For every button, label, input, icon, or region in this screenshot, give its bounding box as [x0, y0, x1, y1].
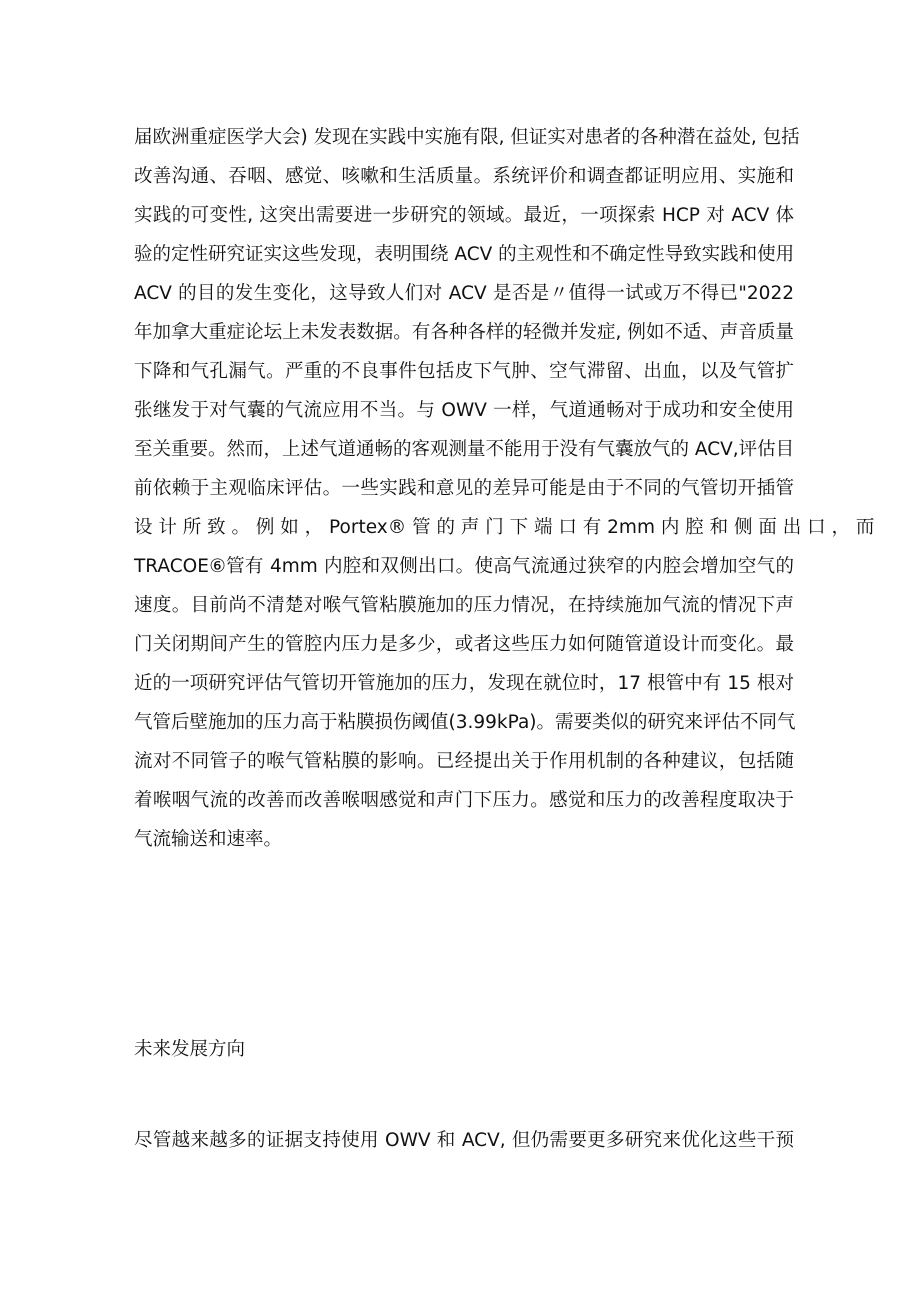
text-line: 至关重要。然而，上述气道通畅的客观测量不能用于没有气囊放气的 ACV,评估目 — [134, 439, 795, 460]
text-line: 近的一项研究评估气管切开管施加的压力，发现在就位时，17 根管中有 15 根对 — [134, 673, 794, 694]
body-paragraph — [134, 118, 875, 859]
text-line: 年加拿大重症论坛上未发表数据。有各种各样的轻微并发症, 例如不适、声音质量 — [134, 322, 794, 343]
text-line: 气流输送和速率。 — [134, 829, 283, 850]
text-line: 实践的可变性, 这突出需要进一步研究的领域。最近，一项探索 HCP 对 ACV 体 — [134, 205, 794, 226]
text-line: 届欧洲重症医学大会) 发现在实践中实施有限, 但证实对患者的各种潜在益处, 包括 — [134, 127, 800, 148]
text-line: 着喉咽气流的改善而改善喉咽感觉和声门下压力。感觉和压力的改善程度取决于 — [134, 790, 794, 811]
text-line: 验的定性研究证实这些发现，表明围绕 ACV 的主观性和不确定性导致实践和使用 — [134, 244, 795, 265]
text-line: 气管后壁施加的压力高于粘膜损伤阈值(3.99kPa)。需要类似的研究来评估不同气 — [134, 712, 796, 733]
text-line: 门关闭期间产生的管腔内压力是多少，或者这些压力如何随管道设计而变化。最 — [134, 634, 794, 655]
text-line: 速度。目前尚不清楚对喉气管粘膜施加的压力情况，在持续施加气流的情况下声 — [134, 595, 794, 616]
text-line: 下降和气孔漏气。严重的不良事件包括皮下气肿、空气滞留、出血，以及气管扩 — [134, 361, 794, 382]
text-line: 尽管越来越多的证据支持使用 OWV 和 ACV, 但仍需要更多研究来优化这些干预 — [134, 1130, 794, 1151]
section-heading: 未来发展方向 — [134, 1039, 246, 1060]
text-line: ACV 的目的发生变化，这导致人们对 ACV 是否是〃值得一试或万不得已"2022 — [134, 283, 794, 304]
text-line: 设 计 所 致 。 例 如 ， Portex® 管 的 声 门 下 端 口 有 2mm 内 腔 和 侧 面 出 口 ， 而 — [134, 517, 875, 538]
text-line: 前依赖于主观临床评估。一些实践和意见的差异可能是由于不同的气管切开插管 — [134, 478, 794, 499]
text-line: 流对不同管子的喉气管粘膜的影响。已经提出关于作用机制的各种建议，包括随 — [134, 751, 794, 772]
text-line: 改善沟通、吞咽、感觉、咳嗽和生活质量。系统评价和调查都证明应用、实施和 — [134, 166, 794, 187]
body-paragraph-2 — [134, 1121, 794, 1160]
text-line: TRACOE⑥管有 4mm 内腔和双侧出口。使高气流通过狭窄的内腔会增加空气的 — [134, 556, 794, 577]
text-line: 张继发于对气囊的气流应用不当。与 OWV 一样，气道通畅对于成功和安全使用 — [134, 400, 794, 421]
